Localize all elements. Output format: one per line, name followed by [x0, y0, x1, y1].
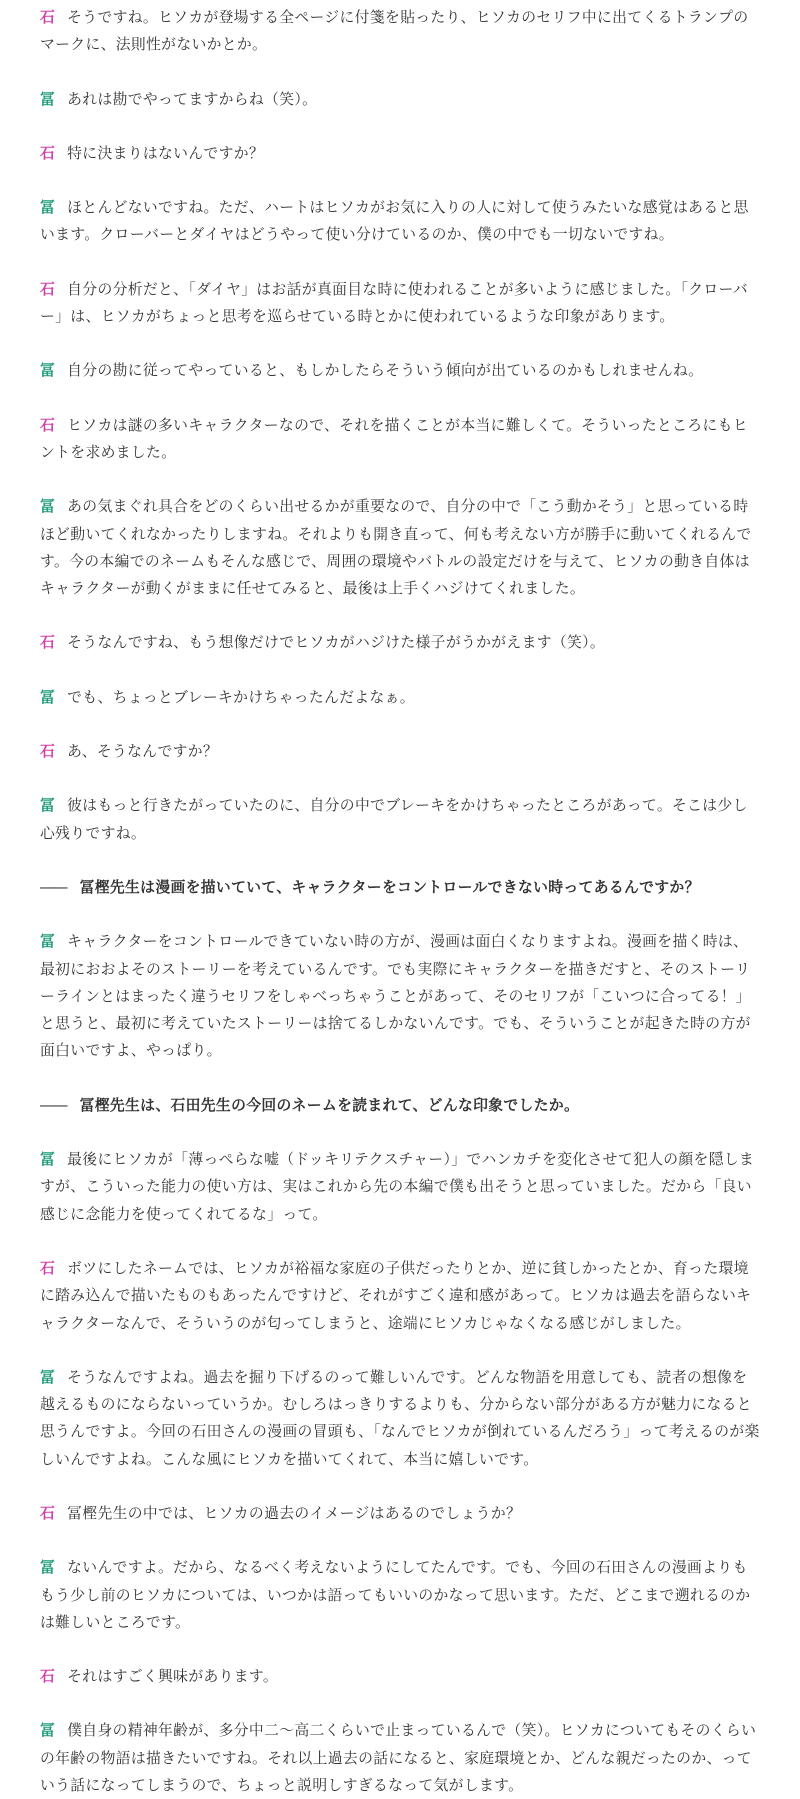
speaker-label-ishida: 石 — [40, 9, 56, 26]
paragraph-text: そうですね。ヒソカが登場する全ページに付箋を貼ったり、ヒソカのセリフ中に出てくるトランプのマークに、法則性がないかとか。 — [40, 9, 749, 54]
paragraph-text: そうなんですね、もう想像だけでヒソカがハジけた様子がうかがえます（笑）。 — [67, 634, 606, 652]
paragraph-text: ほとんどないですね。ただ、ハートはヒソカがお気に入りの人に対して使うみたいな感覚はあると思います。クローバーとダイヤはどうやって使い分けているのか、僕の中でも一切ないですね。 — [40, 199, 749, 244]
paragraph-text: ボツにしたネームでは、ヒソカが裕福な家庭の子供だったりとか、逆に貧しかったとか、育った環境に踏み込んで描いたものもあったんですけど、それがすごく違和感があって。ヒソカは過去を語らないキャラクターなんで、そういうのが匂ってしまうと、途端にヒソカじゃなくなる感じがしました。 — [40, 1259, 752, 1332]
speaker-label-togashi: 冨 — [40, 688, 56, 706]
speaker-label-togashi: 冨 — [40, 933, 56, 951]
paragraph-text: 自分の勘に従ってやっていると、もしかしたらそういう傾向が出ているのかもしれませんね。 — [67, 362, 704, 380]
interview-paragraph — [40, 792, 760, 847]
interview-paragraph — [40, 412, 760, 467]
speaker-label-ishida: 石 — [40, 1668, 56, 1686]
interview-paragraph — [40, 493, 760, 602]
interview-paragraph — [40, 194, 760, 249]
interview-paragraph — [40, 276, 760, 331]
speaker-label-ishida: 石 — [40, 144, 56, 162]
interview-paragraph — [40, 1146, 760, 1228]
question-text: 冨樫先生は、石田先生の今回のネームを読まれて、どんな印象でしたか。 — [79, 1096, 580, 1114]
speaker-label-togashi: 冨 — [40, 498, 56, 516]
speaker-label-togashi: 冨 — [40, 90, 56, 108]
speaker-label-togashi: 冨 — [40, 1722, 56, 1740]
speaker-label-togashi: 冨 — [40, 199, 56, 217]
interview-paragraph — [40, 357, 760, 384]
paragraph-text: 特に決まりはないんですか？ — [67, 144, 265, 162]
paragraph-text: でも、ちょっとブレーキかけちゃったんだよなぁ。 — [67, 688, 415, 706]
interviewer-question — [40, 874, 760, 901]
interview-paragraph — [40, 140, 760, 167]
paragraph-text: そうなんですよね。過去を掘り下げるのって難しいんです。どんな物語を用意しても、読者の想像を越えるものにならないっていうか。むしろはっきりするよりも、分からない部分がある方が魅力になると思うんですよ。今回の石田さんの漫画の冒頭も、「なんでヒソカが倒れているんだろう」って考えるのが楽しいんですよね。こんな風にヒソカを描いてくれて、本当に嬉しいです。 — [40, 1368, 760, 1468]
paragraph-text: ヒソカは謎の多いキャラクターなので、それを描くことが本当に難しくて。そういったところにもヒントを求めました。 — [40, 416, 748, 461]
speaker-label-togashi: 冨 — [40, 1151, 56, 1169]
interview-paragraph — [40, 1255, 760, 1337]
interview-paragraph — [40, 4, 760, 59]
speaker-label-ishida: 石 — [40, 1504, 56, 1522]
interview-paragraph — [40, 86, 760, 113]
interview-paragraph — [40, 928, 760, 1064]
paragraph-text: あの気まぐれ具合をどのくらい出せるかが重要なので、自分の中で「こう動かそう」と思っている時ほど動いてくれなかったりしますね。それよりも開き直って、何も考えない方が勝手に動いてくれるんです。今の本編でのネームもそんな感じで、周囲の環境やバトルの設定だけを与えて、ヒソカの動き自体はキャラクターが動くがままに任せてみると、最後は上手くハジけてくれました。 — [40, 498, 752, 598]
interview-paragraph — [40, 684, 760, 711]
paragraph-text: あれは勘でやってますからね（笑）。 — [67, 90, 318, 108]
paragraph-text: 冨樫先生の中では、ヒソカの過去のイメージはあるのでしょうか？ — [67, 1504, 522, 1522]
interview-paragraph — [40, 1554, 760, 1636]
paragraph-text: それはすごく興味があります。 — [67, 1668, 279, 1686]
speaker-label-ishida: 石 — [40, 280, 56, 298]
paragraph-text: 最後にヒソカが「薄っぺらな嘘（ドッキリテクスチャー）」でハンカチを変化させて犯人の顔を隠しますが、こういった能力の使い方は、実はこれから先の本編で僕も出そうと思っていました。だから「良い感じに念能力を使ってくれてるな」って。 — [40, 1151, 755, 1223]
question-text: 冨樫先生は漫画を描いていて、キャラクターをコントロールできない時ってあるんですか？ — [79, 878, 700, 896]
paragraph-text: キャラクターをコントロールできていない時の方が、漫画は面白くなりますよね。漫画を描く時は、最初におおよそのストーリーを考えているんです。でも実際にキャラクターを描きだすと、そのストーリーラインとはまったく違うセリフをしゃべっちゃうことがあって、そのセリフが「こいつに合ってる！」と思うと、最初に考えていたストーリーは捨てるしかないんです。でも、そういうことが起きた時の方が面白いですよ、やっぱり。 — [40, 933, 752, 1060]
speaker-label-ishida: 石 — [40, 1259, 56, 1277]
paragraph-text: ないんですよ。だから、なるべく考えないようにしてたんです。でも、今回の石田さんの漫画よりももう少し前のヒソカについては、いつかは語ってもいいのかなって思います。ただ、どこまで遡れるのかは難しいところです。 — [40, 1559, 751, 1631]
interviewer-question — [40, 1092, 760, 1119]
interview-paragraph — [40, 1364, 760, 1473]
question-dash: ―― — [40, 1096, 66, 1114]
interview-paragraph — [40, 629, 760, 656]
paragraph-text: 僕自身の精神年齢が、多分中二〜高二くらいで止まっているんで（笑）。ヒソカについてもそのくらいの年齢の物語は描きたいですね。それ以上過去の話になると、家庭環境とか、どんな親だったのか、っていう話になってしまうので、ちょっと説明しすぎるなって気がします。 — [40, 1722, 757, 1795]
speaker-label-togashi: 冨 — [40, 1368, 56, 1386]
interview-paragraph — [40, 1663, 760, 1690]
paragraph-text: 自分の分析だと、「ダイヤ」はお話が真面目な時に使われることが多いように感じました。「クローバー」は、ヒソカがちょっと思考を巡らせている時とかに使われているような印象があります。 — [40, 280, 749, 326]
paragraph-text: 彼はもっと行きたがっていたのに、自分の中でブレーキをかけちゃったところがあって。そこは少し心残りですね。 — [40, 797, 748, 842]
speaker-label-togashi: 冨 — [40, 797, 56, 815]
speaker-label-togashi: 冨 — [40, 1559, 56, 1577]
speaker-label-ishida: 石 — [40, 416, 56, 434]
speaker-label-togashi: 冨 — [40, 362, 56, 380]
interview-paragraph — [40, 738, 760, 765]
paragraph-text: あ、そうなんですか？ — [67, 743, 219, 761]
speaker-label-ishida: 石 — [40, 743, 56, 761]
interview-paragraph — [40, 1717, 760, 1799]
speaker-label-ishida: 石 — [40, 634, 56, 652]
interview-paragraph — [40, 1500, 760, 1527]
question-dash: ―― — [40, 878, 66, 896]
